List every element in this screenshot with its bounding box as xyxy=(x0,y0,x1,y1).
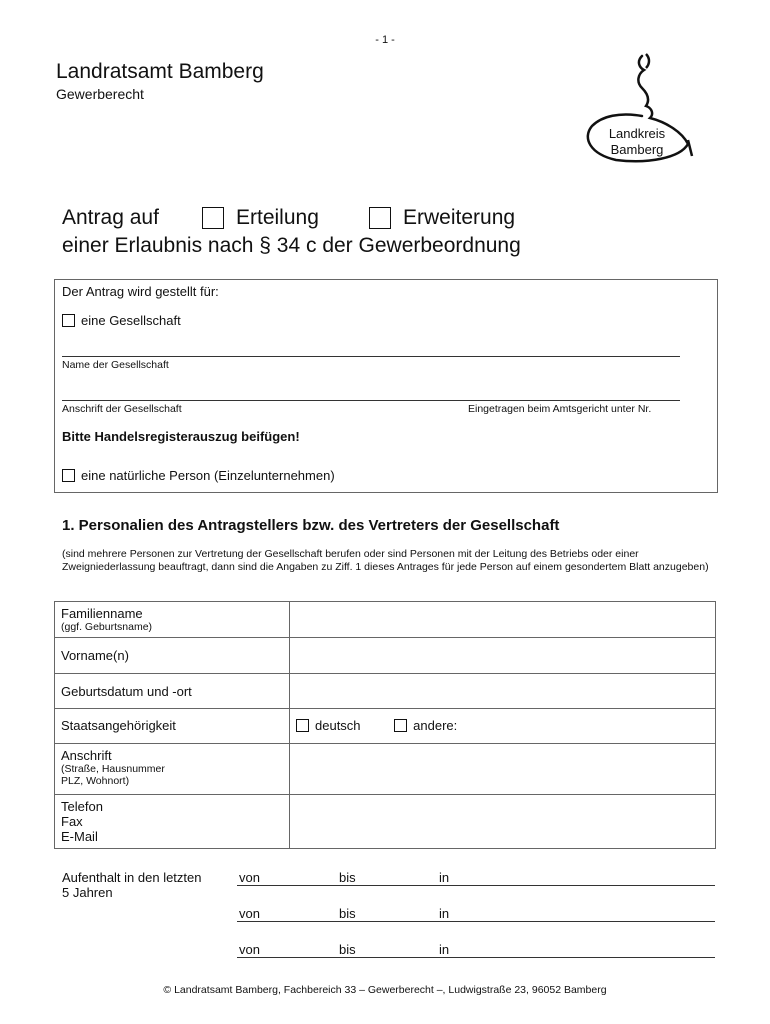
department-name: Gewerberecht xyxy=(56,86,144,102)
phone-label: Telefon xyxy=(61,799,103,814)
family-name-label: Familienname xyxy=(61,606,143,621)
logo-line-1: Landkreis xyxy=(608,126,666,141)
company-name-line[interactable] xyxy=(62,356,680,357)
in-label: in xyxy=(439,942,450,957)
checkbox-natural-person[interactable] xyxy=(62,469,75,482)
landkreis-logo xyxy=(570,48,710,168)
contact-field[interactable] xyxy=(290,795,716,849)
family-name-field[interactable] xyxy=(290,602,716,638)
option-company xyxy=(62,313,181,328)
table-row xyxy=(55,744,716,795)
first-name-label-cell xyxy=(55,638,290,674)
to-label: bis xyxy=(339,906,356,921)
fax-label: Fax xyxy=(61,814,83,829)
company-address-line[interactable] xyxy=(62,400,680,401)
checkbox-erteilung[interactable] xyxy=(202,207,224,229)
title-line-2: einer Erlaubnis nach § 34 c der Gewerbeordnung xyxy=(62,234,521,257)
residence-label-line-2: 5 Jahren xyxy=(62,885,113,900)
residence-label xyxy=(62,870,202,900)
table-row xyxy=(55,795,716,849)
address-label: Anschrift xyxy=(61,748,112,763)
residence-label-line-1: Aufenthalt in den letzten xyxy=(62,870,202,885)
personal-data-table xyxy=(54,601,716,849)
checkbox-andere[interactable] xyxy=(394,719,407,732)
residence-row-3[interactable] xyxy=(237,940,715,958)
option-erteilung-label: Erteilung xyxy=(236,206,319,229)
option-erweiterung-label: Erweiterung xyxy=(403,206,516,229)
email-label: E-Mail xyxy=(61,829,98,844)
first-name-field[interactable] xyxy=(290,638,716,674)
address-sub-1: (Straße, Hausnummer xyxy=(61,763,165,775)
from-label: von xyxy=(239,906,260,921)
in-label: in xyxy=(439,906,450,921)
to-label: bis xyxy=(339,870,356,885)
company-address-label: Anschrift der Gesellschaft xyxy=(62,403,182,415)
footer: © Landratsamt Bamberg, Fachbereich 33 – Gewerberecht –, Ludwigstraße 23, 96052 Bamberg xyxy=(163,984,607,996)
address-sub-2: PLZ, Wohnort) xyxy=(61,775,130,787)
company-name-label: Name der Gesellschaft xyxy=(62,359,169,371)
birth-label: Geburtsdatum und -ort xyxy=(61,684,192,699)
contact-label-cell xyxy=(55,795,290,849)
nationality-label-cell xyxy=(55,709,290,744)
to-label: bis xyxy=(339,942,356,957)
title-prefix: Antrag auf xyxy=(62,206,159,229)
table-row xyxy=(55,638,716,674)
section-1-title: 1. Personalien des Antragstellers bzw. des Vertreters der Gesellschaft xyxy=(62,517,560,534)
checkbox-deutsch[interactable] xyxy=(296,719,309,732)
nationality-deutsch-label: deutsch xyxy=(315,718,361,733)
form-title xyxy=(62,204,521,260)
table-row xyxy=(55,674,716,709)
section-1-note: (sind mehrere Personen zur Vertretung der Gesellschaft berufen oder sind Personen mit der Leitung des Betriebs oder einer Zweigniederlassung beauftragt, dann sind die Angaben zu Ziff. 1 dieses Antrages für jede Person auf einem gesondertem Blatt anzugeben) xyxy=(62,548,709,573)
in-label: in xyxy=(439,870,450,885)
option-person-label: eine natürliche Person (Einzelunternehmen) xyxy=(81,468,335,483)
option-person xyxy=(62,468,335,483)
table-row xyxy=(55,709,716,744)
table-row xyxy=(55,602,716,638)
from-label: von xyxy=(239,870,260,885)
address-field[interactable] xyxy=(290,744,716,795)
applicant-intro: Der Antrag wird gestellt für: xyxy=(62,284,219,299)
checkbox-company[interactable] xyxy=(62,314,75,327)
nationality-label: Staatsangehörigkeit xyxy=(61,718,176,733)
office-name: Landratsamt Bamberg xyxy=(56,60,264,83)
register-note: Bitte Handelsregisterauszug beifügen! xyxy=(62,429,300,444)
birth-field[interactable] xyxy=(290,674,716,709)
first-name-label: Vorname(n) xyxy=(61,648,129,663)
checkbox-erweiterung[interactable] xyxy=(369,207,391,229)
family-name-sub: (ggf. Geburtsname) xyxy=(61,621,153,633)
logo-line-2: Bamberg xyxy=(610,142,664,157)
applicant-type-box xyxy=(54,279,718,493)
birth-label-cell xyxy=(55,674,290,709)
family-name-label-cell xyxy=(55,602,290,638)
option-company-label: eine Gesellschaft xyxy=(81,313,181,328)
register-label: Eingetragen beim Amtsgericht unter Nr. xyxy=(468,403,652,415)
page-number: - 1 - xyxy=(375,34,395,46)
residence-row-1[interactable] xyxy=(237,868,715,886)
address-label-cell xyxy=(55,744,290,795)
residence-row-2[interactable] xyxy=(237,904,715,922)
nationality-andere-label: andere: xyxy=(413,718,458,733)
from-label: von xyxy=(239,942,260,957)
logo-text xyxy=(602,126,672,158)
nationality-field xyxy=(290,709,716,744)
